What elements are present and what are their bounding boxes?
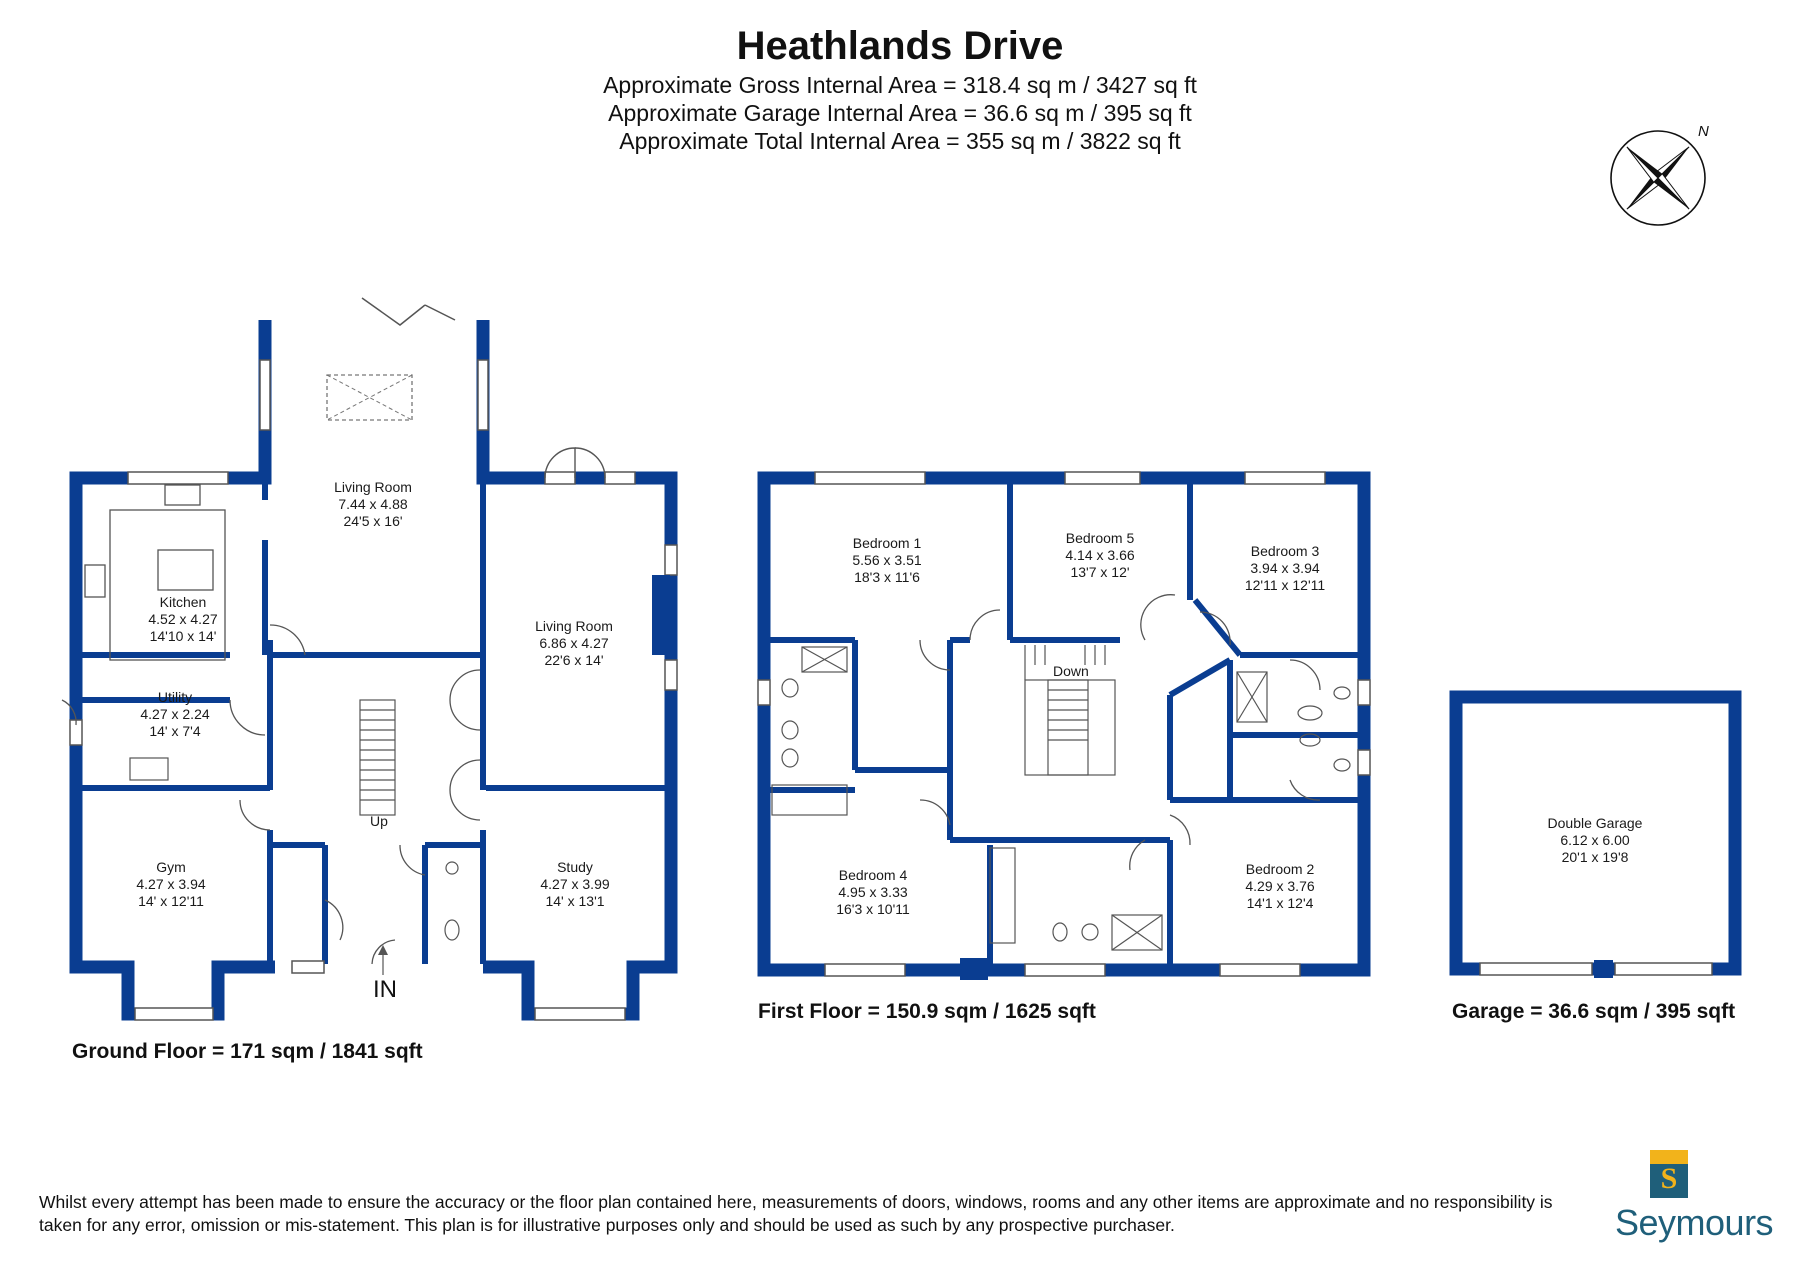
room-name: Living Room: [334, 479, 412, 495]
room-name: Utility: [157, 689, 193, 705]
room-imperial: 13'7 x 12': [1070, 564, 1130, 580]
room-name: Living Room: [535, 618, 613, 634]
room-metric: 4.29 x 3.76: [1245, 878, 1315, 894]
room-imperial: 14' x 12'11: [138, 893, 204, 909]
disclaimer-text: Whilst every attempt has been made to ensure the accuracy or the floor plan contained here, measurements of doors, windows, rooms and any other items are approximate and no responsibility is taken for any error, omission or mis-statement. This plan is for illustrative purposes only and should be used as such by any prospective purchaser.: [39, 1192, 1553, 1235]
first-floor-label: First Floor = 150.9 sqm / 1625 sqft: [758, 1000, 1096, 1023]
room-imperial: 14'1 x 12'4: [1246, 895, 1314, 911]
brand-logo: [1615, 1150, 1785, 1250]
room-imperial: 18'3 x 11'6: [854, 569, 920, 585]
room-imperial: 14'10 x 14': [149, 628, 217, 644]
entrance-label: IN: [373, 976, 397, 1003]
room-imperial: 22'6 x 14': [544, 652, 604, 668]
room-metric: 4.52 x 4.27: [148, 611, 218, 627]
garage-label: Garage = 36.6 sqm / 395 sqft: [1452, 1000, 1736, 1023]
room-imperial: 14' x 7'4: [149, 723, 201, 739]
room-name: Bedroom 3: [1250, 543, 1320, 559]
room-metric: 4.27 x 3.99: [540, 876, 610, 892]
garage-area-text: Approximate Garage Internal Area = 36.6 sq m / 395 sq ft: [608, 100, 1192, 126]
stairs-down-label: Down: [1053, 663, 1089, 679]
room-name: Bedroom 4: [838, 867, 908, 883]
brand-mark-letter: S: [1660, 1162, 1678, 1195]
room-name: Study: [557, 859, 593, 875]
brand-mark-icon: [1650, 1150, 1688, 1198]
room-imperial: 20'1 x 19'8: [1561, 849, 1629, 865]
room-metric: 6.12 x 6.00: [1560, 832, 1630, 848]
room-name: Kitchen: [159, 594, 207, 610]
room-metric: 5.56 x 3.51: [852, 552, 922, 568]
room-metric: 3.94 x 3.94: [1250, 560, 1320, 576]
svg-text:6.12 x 6.00: [1560, 832, 1629, 848]
room-imperial: 24'5 x 16': [343, 513, 403, 529]
room-metric: 4.27 x 2.24: [140, 706, 210, 722]
room-metric: 4.27 x 3.94: [136, 876, 206, 892]
room-metric: 4.14 x 3.66: [1065, 547, 1135, 563]
room-name: Bedroom 2: [1245, 861, 1315, 877]
total-area-text: Approximate Total Internal Area = 355 sq m / 3822 sq ft: [619, 128, 1181, 154]
room-name: Gym: [156, 859, 186, 875]
svg-text:20'1 x 19'8: [1562, 849, 1629, 865]
ground-floor-label: Ground Floor = 171 sqm / 1841 sqft: [72, 1040, 423, 1063]
room-metric: 4.95 x 3.33: [838, 884, 908, 900]
room-metric: 7.44 x 4.88: [338, 496, 408, 512]
gross-area-text: Approximate Gross Internal Area = 318.4 sq m / 3427 sq ft: [603, 72, 1197, 98]
stairs-up-label: Up: [370, 813, 388, 829]
room-imperial: 16'3 x 10'11: [836, 901, 910, 917]
room-name: Double Garage: [1547, 815, 1643, 831]
room-metric: 6.86 x 4.27: [539, 635, 609, 651]
room-imperial: 12'11 x 12'11: [1244, 577, 1326, 593]
compass-label: N: [1698, 123, 1709, 140]
room-name: Bedroom 1: [852, 535, 922, 551]
brand-name: Seymours: [1615, 1202, 1774, 1243]
room-name: Bedroom 5: [1065, 530, 1135, 546]
svg-text:Double Garage: [1548, 815, 1643, 831]
room-imperial: 14' x 13'1: [545, 893, 605, 909]
page-title: Heathlands Drive: [736, 24, 1064, 68]
